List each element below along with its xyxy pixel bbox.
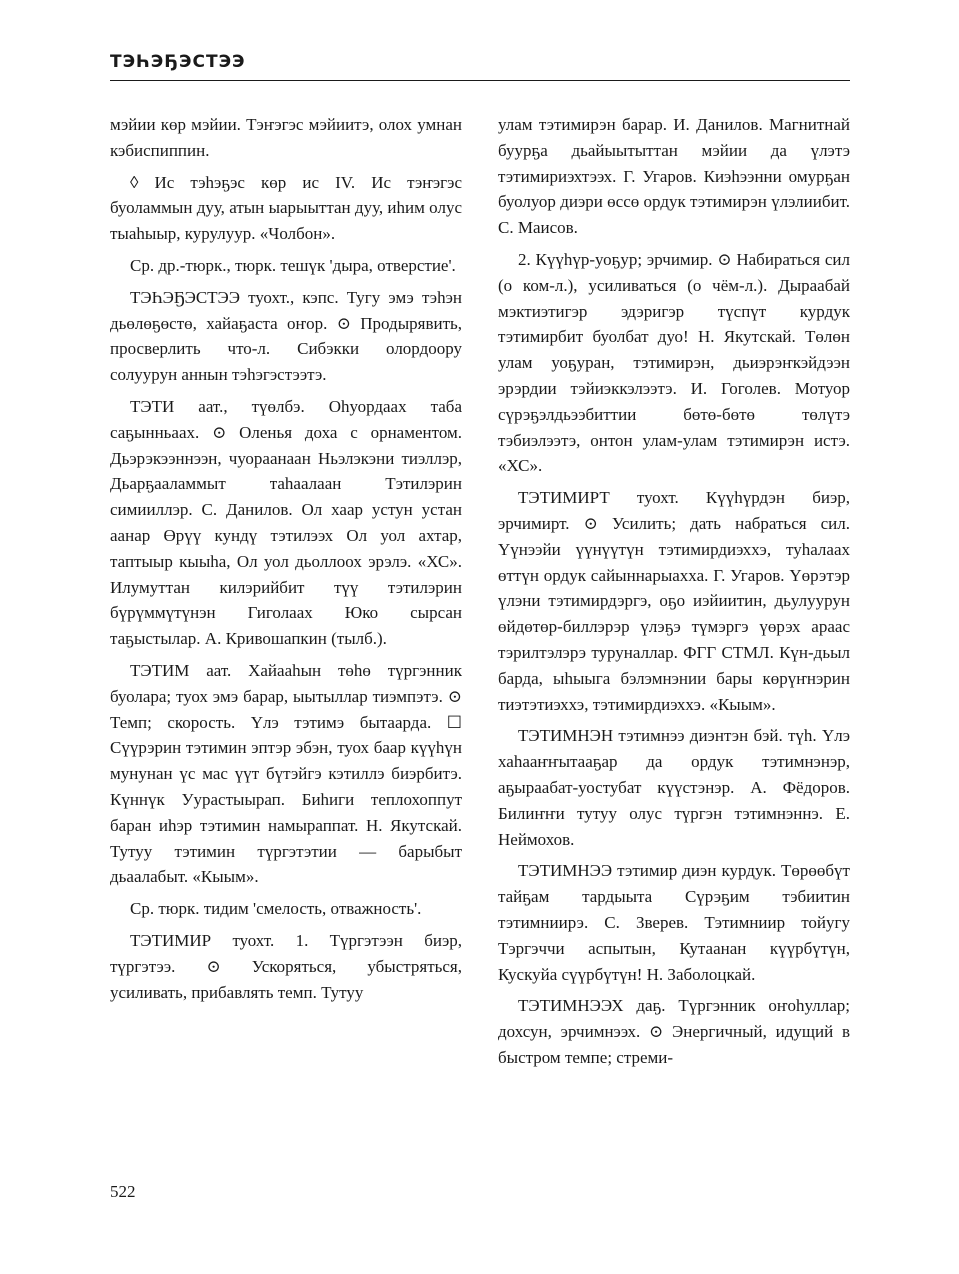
dictionary-sense: 2. Күүһүр-уоҕур; эрчимир. ⊙ Набираться сил (о ком-л.), усиливаться (о чём-л.). Дыраабай мэктиэтигэр эдэригэр түспүт курдук тэтимирбит буолбат дуо! Н. Якутскай. Төлөн улам уоҕуран, тэтимирэн, дьиэрэҥкэйдээн эрэрдии тэйиэккэлээтэ. И. Гоголев. Мотуор сүрэҕэлдьээбиттии бөтө-бөтө төлүтэ тэбиэлээтэ, онтон улам-улам тэтимирэн истэ. «ХС». xyxy=(498,249,850,476)
dictionary-entry: ТЭТИМ аат. Хайааһын төһө түргэнник буолара; туох эмэ барар, ыытыллар тиэмпэтэ. ⊙ Темп; скорость. Үлэ тэтимэ бытаарда. ☐ Сүүрэрин тэтимин эптэр эбэн, туох баар күүһүн мунунан үс мас үүт бүтэйгэ кэтиллэ биэрбитэ. Күннүк Уурастыырап. Биһиги теплохоппут баран иһэр тэтимин намыраппат. Н. Якутскай. Тутуу тэтимин түргэтэтии — барыбыт дьаалабыт. «Кыым». xyxy=(110,660,462,887)
page-number: 522 xyxy=(110,1182,136,1201)
dictionary-entry: ТЭТИМНЭН тэтимнээ диэнтэн бэй. түһ. Үлэ хаһааҥҥытааҕар да ордук тэтимнэнэр, аҕыраабат-уостубат күүстэнэр. А. Фёдоров. Билиҥҥи тутуу олус түргэн тэтимнэннэ. Е. Неймохов. xyxy=(498,726,850,849)
dictionary-entry: ТЭТИМНЭЭ тэтимир диэн курдук. Төрөөбүт тайҕам тардыыта Сүрэҕим тэбиитин тэтимниирэ. С. Зверев. Тэтимниир тойугу Тэргэччи аспытын, Кутаанан күүрбүтүн, Кускуйа сүүрбүтүн! Н. Заболоцкай. xyxy=(498,861,850,984)
dictionary-entry: ТЭҺЭҔЭСТЭЭ туохт., кэпс. Тугу эмэ тэһэн дьөлөҕөстө, хайаҕаста оҥор. ⊙ Продырявить, просверлить что-л. Сибэкки олордоору солуурун аннын тэһэгэстээтэ. xyxy=(110,287,462,385)
dictionary-entry: ◊ Ис тэһэҕэс көр ис IV. Ис тэҥэгэс буоламмын дуу, атын ыарыыттан дуу, иһим олус тыаһыыр, курулуур. «Чолбон». xyxy=(110,172,462,244)
entry-continuation: мэйии көр мэйии. Тэҥэгэс мэйиитэ, олох умнан кэбиспиппин. xyxy=(110,115,462,160)
etymology-note: Ср. тюрк. тидим 'смелость, отважность'. xyxy=(130,899,422,919)
dictionary-entry: ТЭТИМНЭЭХ даҕ. Түргэнник оҥоһуллар; дохсун, эрчимнээх. ⊙ Энергичный, идущий в быстром темпе; стреми- xyxy=(498,996,850,1067)
entry-continuation: улам тэтимирэн барар. И. Данилов. Магнитнай буурҕа дьайыытыттан мэйии да үлэтэ тэтимириэхтээх. Г. Угаров. Киэһээнни омурҕан буолуор диэри өссө ордук тэтимирэн үлэлиибит. С. Маисов. xyxy=(498,115,850,238)
dictionary-entry: ТЭТИМИРТ туохт. Күүһүрдэн биэр, эрчимирт. ⊙ Усилить; дать набраться сил. Үүнээйи үүнүүтүн тэтимирдиэххэ, туһалаах өттүн ордук сайыннарыахха. Г. Угаров. Үөрэтэр үлэни тэтимирдэргэ, оҕо иэйиитин, дьулуурун өйдөтөр-биллэрэр үлэҕэ түмэргэ үөрэх араас тэрилтэлэрэ туруналлар. ФГГ СТМЛ. Күн-дьыл барда, ыһыыга бэлэмнэнии бары көрүҥнэрин тиэтэтиэххэ, тэтимирдиэххэ. «Кыым». xyxy=(498,488,850,714)
left-column xyxy=(110,112,462,1011)
dictionary-entry: ТЭТИМИР туохт. 1. Түргэтээн биэр, түргэтээ. ⊙ Ускоряться, убыстряться, усиливать, прибавлять темп. Тутуу xyxy=(110,930,462,1002)
running-head-container xyxy=(110,52,850,72)
header-rule xyxy=(110,80,850,81)
running-head: ТЭҺЭҔЭСТЭЭ xyxy=(110,52,246,72)
right-column xyxy=(498,112,850,1077)
dictionary-entry: ТЭТИ аат., түөлбэ. Оһуордаах таба саҕынньаах. ⊙ Оленья доха с орнаментом. Дьэрэкээннээн, чуораанаан Ньэлэкэни тиэллэр, Дьарҕааламмыт таһаалаан Тэтилэрин симииллэр. С. Данилов. Ол хаар устун устан аанар Өрүү кундү тэтилээх Ол уол ахтар, таптыыр кыыһа, Ол уол дьоллоох эрэлэ. «ХС». Илумуттан килэрийбит түү тэтилэрин бүрүммүтүнэн Гиголаах Юко сырсан таҕыстылар. А. Кривошапкин (тылб.). xyxy=(110,396,462,649)
etymology-note: Ср. др.-тюрк., тюрк. тешүк 'дыра, отверстие'. xyxy=(130,255,456,275)
